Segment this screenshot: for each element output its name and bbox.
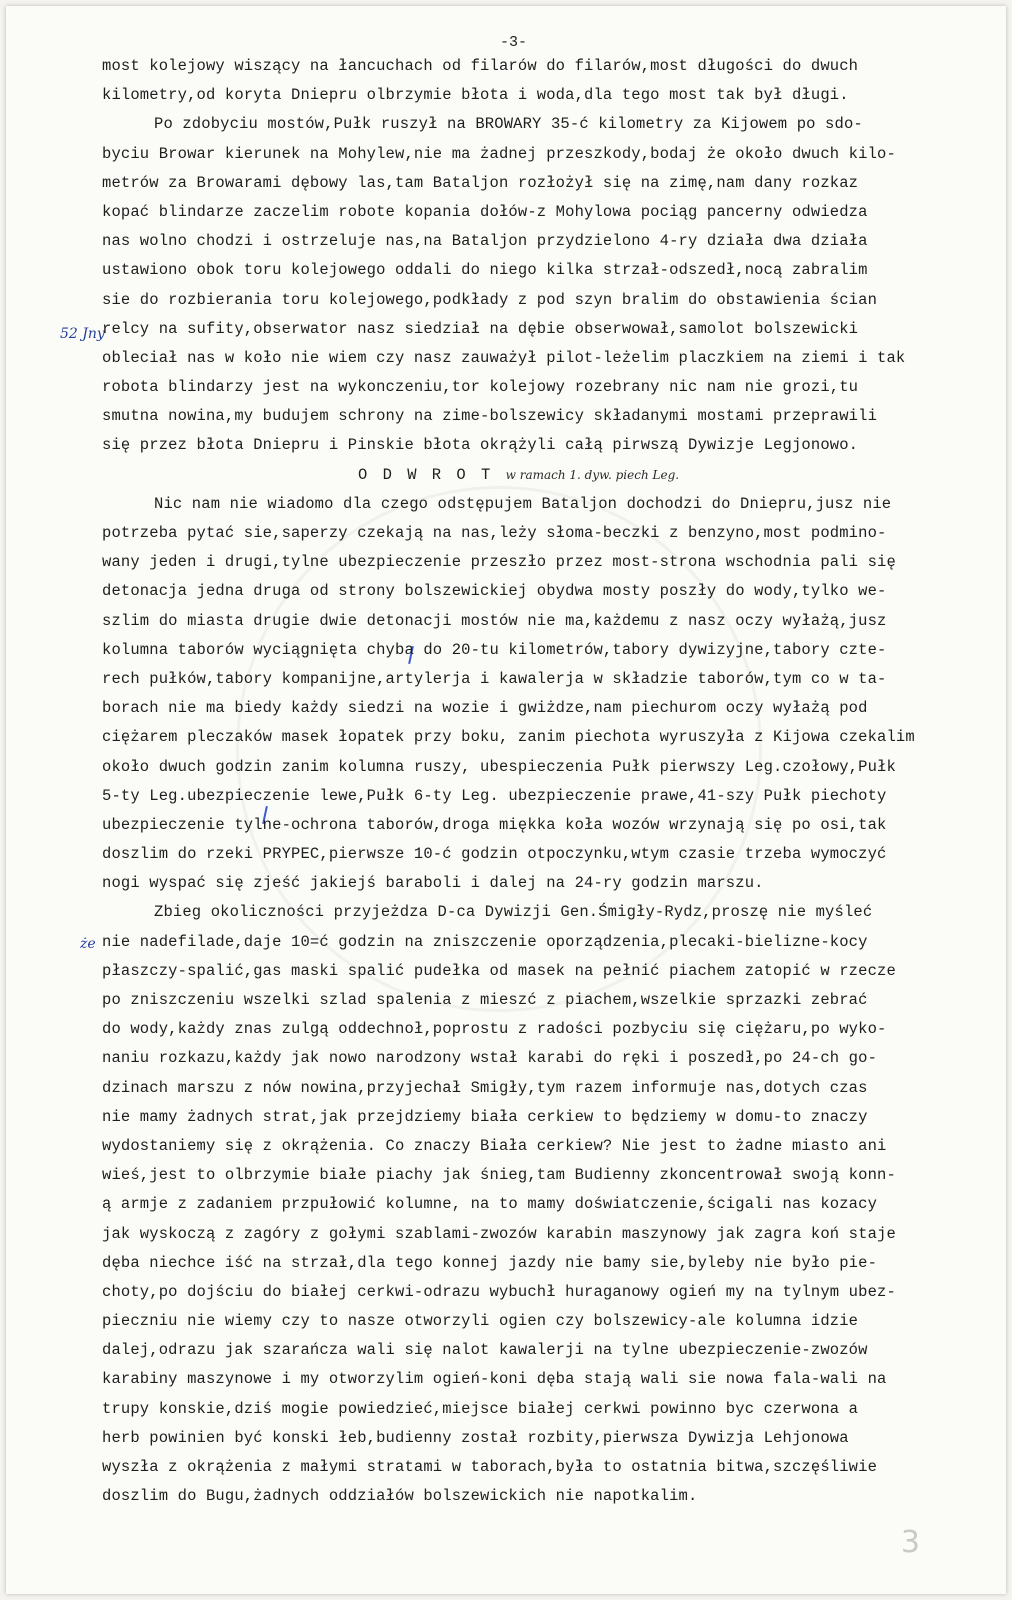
typed-text	[102, 52, 974, 1511]
text-line: kilometry,od koryta Dniepru olbrzymie błota i woda,dla tego most tak był długi.	[102, 86, 849, 105]
text-line: około dwuch godzin zanim kolumna ruszy, ubespieczenia Pułk pierwszy Leg.czołowy,Pułk	[102, 757, 896, 776]
text-line: smutna nowina,my budujem schrony na zime-bolszewicy składanymi mostami przeprawili	[102, 407, 878, 426]
text-line: Zbieg okoliczności przyjeżdza D-ca Dywizji Gen.Śmigły-Rydz,proszę nie myśleć	[154, 903, 873, 922]
text-line: nogi wyspać się zjeść jakiejś baraboli i dalej na 24-ry godzin marszu.	[102, 874, 764, 893]
text-line: relcy na sufity,obserwator nasz siedział na dębie obserwował,samolot bolszewicki	[102, 319, 859, 338]
text-line: dzinach marszu z nów nowina,przyjechał Smigły,tym razem informuje nas,dotych czas	[102, 1078, 868, 1097]
text-line: Po zdobyciu mostów,Pułk ruszył na BROWARY 35-ć kilometry za Kijowem po sdo-	[154, 115, 863, 134]
section-title	[102, 461, 974, 490]
text-line: nie nadefilade,daje 10=ć godzin na zniszczenie oporządzenia,plecaki-bielizne-kocy	[102, 932, 868, 951]
text-line: wany jeden i drugi,tylne ubezpieczenie przeszło przez most-strona wschodnia pali się	[102, 553, 896, 572]
text-line: rech pułków,tabory kompanijne,artylerja i kawalerja w składzie taborów,tym co w ta-	[102, 669, 887, 688]
text-line: obleciał nas w koło nie wiem czy nasz zauważył pilot-leżelim placzkiem na ziemi i tak	[102, 348, 906, 367]
text-line: byciu Browar kierunek na Mohylew,nie ma żadnej przeszkody,bodaj że około dwuch kilo-	[102, 144, 896, 163]
text-line: się przez błota Dniepru i Pinskie błota okrążyli całą pirwszą Dywizje Legjonowo.	[102, 436, 859, 455]
text-line: karabiny maszynowe i my otworzylim ogień-koni dęba stają wali sie nowa fala-wali na	[102, 1370, 887, 1389]
text-line: trupy konskie,dziś mogie powiedzieć,miejsce białej cerkwi powinno byc czerwona a	[102, 1399, 859, 1418]
text-line: wyszła z okrążenia z małymi stratami w taborach,była to ostatnia bitwa,szczęśliwie	[102, 1458, 878, 1476]
pencil-page-number: 3	[900, 1525, 920, 1560]
text-line: Nic nam nie wiadomo dla czego odstępujem Bataljon dochodzi do Dniepru,jusz nie	[154, 494, 892, 513]
text-line: doszlim do rzeki PRYPEC,pierwsze 10-ć godzin otpoczynku,wtym czasie trzeba wymoczyć	[102, 845, 887, 864]
text-line: płaszczy-spalić,gas maski spalić pudełka od masek na pełnić piachem zatopić w rzecze	[102, 961, 896, 980]
text-line: po zniszczeniu wszelki szlad spalenia z mieszć z piachem,wszelkie sprzazki zebrać	[102, 991, 868, 1009]
text-line: jak wyskoczą z zagóry z gołymi szablami-zwozów karabin maszynowy jak zagra koń staje	[102, 1224, 896, 1243]
text-line: dalej,odrazu jak szarańcza wali się nalot kawalerji na tylne ubezpieczenie-zwozów	[102, 1341, 868, 1360]
text-line: wieś,jest to olbrzymie białe piachy jak śnieg,tam Budienny zkoncentrował swoją konn-	[102, 1166, 896, 1185]
text-line: metrów za Browarami dębowy las,tam Bataljon rozłożył się na zimę,nam dany rozkaz	[102, 173, 859, 192]
text-line: naniu rozkazu,każdy jak nowo narodzony wstał karabi do ręki i poszedł,po 24-ch go-	[102, 1049, 878, 1068]
text-line: szlim do miasta drugie dwie detonacji mostów nie ma,każdemu z nasz oczy wyłażą,jusz	[102, 611, 887, 630]
handwritten-annotation: w ramach 1. dyw. piech Leg.	[505, 467, 680, 482]
margin-note: że	[80, 936, 96, 952]
text-line: 5-ty Leg.ubezpieczenie lewe,Pułk 6-ty Leg. ubezpieczenie prawe,41-szy Pułk piechoty	[102, 786, 887, 805]
text-line: detonacja jedna druga od strony bolszewickiej obydwa mosty poszły do wody,tylko we-	[102, 582, 887, 601]
text-line: potrzeba pytać sie,saperzy czekają na nas,leży słoma-beczki z benzyno,most podmino-	[102, 524, 887, 542]
margin-note: 52 Jny	[60, 326, 105, 342]
text-line: dęba niechce iść na strzał,dla tego konnej jazdy nie bamy sie,byleby nie było pie-	[102, 1253, 878, 1272]
page-number: -3-	[500, 34, 528, 51]
text-line: nas wolno chodzi i ostrzeluje nas,na Bataljon przydzielono 4-ry działa dwa działa	[102, 232, 868, 251]
document-page	[6, 6, 1006, 1594]
text-line: ciężarem pleczaków masek łopatek przy boku, zanim piechota wyruszyła z Kijowa czekalim	[102, 728, 915, 747]
text-line: herb powinien być konski łeb,budienny został rozbity,pierwsza Dywizja Lehjonowa	[102, 1428, 849, 1447]
text-line: most kolejowy wiszący na łancuchach od filarów do filarów,most długości do dwuch	[102, 57, 859, 75]
text-line: ą armje z zadaniem przpułowić kolumne, na to mamy doświatczenie,ścigali nas kozacy	[102, 1195, 878, 1214]
text-line: sie do rozbierania toru kolejowego,podkłady z pod szyn bralim do obstawienia ścian	[102, 290, 878, 309]
text-line: do wody,każdy znas zulgą oddechnoł,poprostu z radości pozbyciu się ciężaru,po wyko-	[102, 1020, 887, 1039]
text-line: pieczniu nie wiemy czy to nasze otworzyli ogien czy bolszewicy-ale kolumna idzie	[102, 1312, 859, 1331]
text-line: doszlim do Bugu,żadnych oddziałów bolszewickich nie napotkalim.	[102, 1487, 698, 1506]
text-line: nie mamy żadnych strat,jak przejdziemy biała cerkiew to będziemy w domu-to znaczy	[102, 1107, 868, 1126]
text-line: wydostaniemy się z okrążenia. Co znaczy Biała cerkiew? Nie jest to żadne miasto ani	[102, 1136, 887, 1155]
text-line: kolumna taborów wyciągnięta chyba do 20-tu kilometrów,tabory dywizyjne,tabory czte-	[102, 640, 887, 659]
section-title-text: O D W R O T	[358, 465, 494, 484]
text-line: borach nie ma biedy każdy siedzi na wozie i gwiżdze,nam piechurom oczy wyłażą pod	[102, 699, 868, 718]
text-line: ustawiono obok toru kolejowego oddali do niego kilka strzał-odszedł,nocą zabralim	[102, 261, 868, 280]
text-line: choty,po dojściu do białej cerkwi-odrazu wybuchł huraganowy ogień my na tylnym ubez-	[102, 1282, 896, 1301]
text-line: kopać blindarze zaczelim robote kopania dołów-z Mohylowa pociąg pancerny odwiedza	[102, 202, 868, 221]
text-line: ubezpieczenie tylne-ochrona taborów,droga miękka koła wozów wrzynają się po osi,tak	[102, 815, 887, 834]
text-line: robota blindarzy jest na wykonczeniu,tor kolejowy rozebrany nic nam nie grozi,tu	[102, 378, 859, 397]
